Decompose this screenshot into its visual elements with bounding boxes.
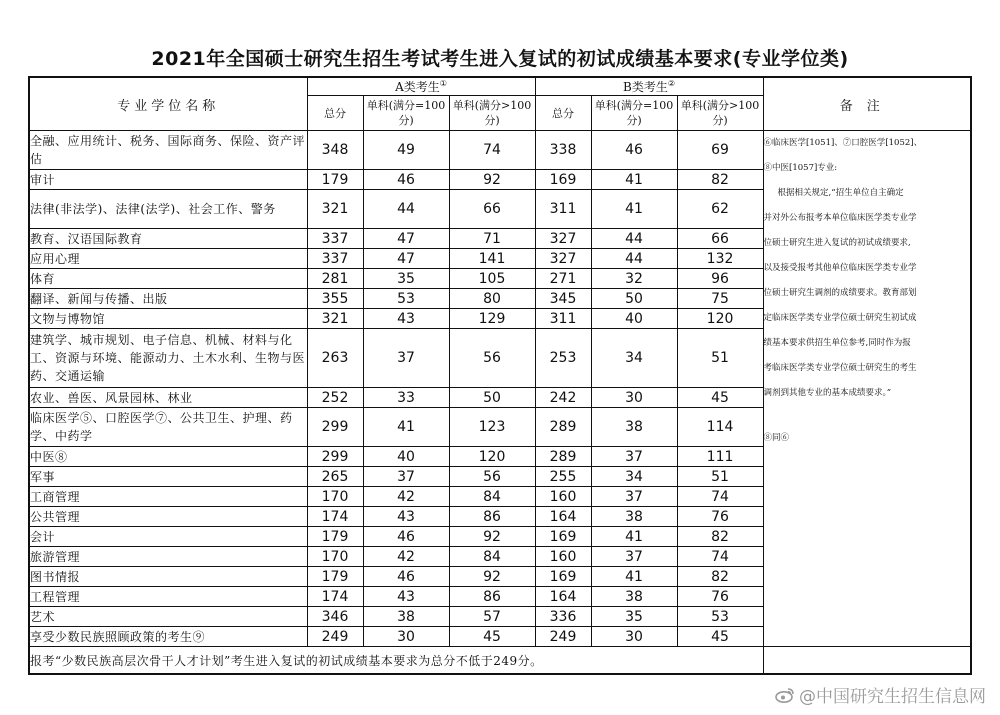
a-total: 263 bbox=[307, 329, 363, 388]
a-singleover: 84 bbox=[449, 487, 535, 507]
header-b-total: 总分 bbox=[535, 96, 591, 131]
a-total: 348 bbox=[307, 131, 363, 170]
a-singleover: 80 bbox=[449, 289, 535, 309]
a-single100: 47 bbox=[363, 229, 449, 249]
header-a-singleover: 单科(满分>100分) bbox=[449, 96, 535, 131]
b-single100: 34 bbox=[591, 467, 677, 487]
major-name: 艺术 bbox=[29, 607, 307, 627]
header-note: 备注 bbox=[763, 77, 971, 131]
b-total: 289 bbox=[535, 447, 591, 467]
b-singleover: 76 bbox=[677, 587, 763, 607]
b-single100: 37 bbox=[591, 487, 677, 507]
a-singleover: 84 bbox=[449, 547, 535, 567]
a-single100: 35 bbox=[363, 269, 449, 289]
note-line: 定临床医学类专业学位硕士研究生初试成 bbox=[763, 313, 917, 323]
footer-row bbox=[29, 647, 971, 675]
note-line: ⑧中医[1057]专业: bbox=[763, 163, 838, 173]
note-line: 考临床医学类专业学位硕士研究生的考生 bbox=[763, 363, 917, 373]
a-total: 252 bbox=[307, 388, 363, 408]
note-line: 位硕士研究生进入复试的初试成绩要求, bbox=[763, 238, 911, 248]
a-total: 265 bbox=[307, 467, 363, 487]
a-singleover: 129 bbox=[449, 309, 535, 329]
major-name: 文物与博物馆 bbox=[29, 309, 307, 329]
b-single100: 34 bbox=[591, 329, 677, 388]
note-line: 位硕士研究生调剂的成绩要求。教育部划 bbox=[763, 288, 917, 298]
a-single100: 43 bbox=[363, 309, 449, 329]
header-group-b-label: B类考生 bbox=[623, 80, 668, 94]
major-name: 图书情报 bbox=[29, 567, 307, 587]
b-total: 327 bbox=[535, 229, 591, 249]
a-total: 337 bbox=[307, 249, 363, 269]
b-single100: 37 bbox=[591, 547, 677, 567]
b-total: 253 bbox=[535, 329, 591, 388]
score-table bbox=[28, 76, 972, 675]
major-name: 工程管理 bbox=[29, 587, 307, 607]
major-name: 临床医学⑤、口腔医学⑦、公共卫生、护理、药学、中药学 bbox=[29, 408, 307, 447]
a-singleover: 66 bbox=[449, 190, 535, 229]
a-total: 299 bbox=[307, 408, 363, 447]
b-total: 169 bbox=[535, 170, 591, 190]
b-total: 289 bbox=[535, 408, 591, 447]
a-singleover: 56 bbox=[449, 467, 535, 487]
a-total: 321 bbox=[307, 190, 363, 229]
note-line: 绩基本要求供招生单位参考,同时作为报 bbox=[763, 338, 911, 348]
header-a-total: 总分 bbox=[307, 96, 363, 131]
b-singleover: 82 bbox=[677, 170, 763, 190]
b-singleover: 45 bbox=[677, 627, 763, 647]
major-name: 农业、兽医、风景园林、林业 bbox=[29, 388, 307, 408]
major-name: 法律(非法学)、法律(法学)、社会工作、警务 bbox=[29, 190, 307, 229]
b-total: 255 bbox=[535, 467, 591, 487]
watermark-text: @中国研究生招生信息网 bbox=[799, 687, 986, 707]
note-line: 并对外公布报考本单位临床医学类专业学 bbox=[763, 213, 917, 223]
a-total: 337 bbox=[307, 229, 363, 249]
b-singleover: 51 bbox=[677, 329, 763, 388]
weibo-logo-icon bbox=[775, 687, 795, 703]
b-single100: 30 bbox=[591, 627, 677, 647]
a-single100: 43 bbox=[363, 507, 449, 527]
b-total: 160 bbox=[535, 547, 591, 567]
a-single100: 46 bbox=[363, 170, 449, 190]
major-name: 会计 bbox=[29, 527, 307, 547]
b-total: 249 bbox=[535, 627, 591, 647]
a-singleover: 141 bbox=[449, 249, 535, 269]
b-total: 160 bbox=[535, 487, 591, 507]
b-single100: 44 bbox=[591, 229, 677, 249]
note-spacer bbox=[764, 406, 971, 426]
a-total: 321 bbox=[307, 309, 363, 329]
b-single100: 50 bbox=[591, 289, 677, 309]
b-single100: 41 bbox=[591, 190, 677, 229]
b-total: 345 bbox=[535, 289, 591, 309]
b-single100: 37 bbox=[591, 447, 677, 467]
a-single100: 43 bbox=[363, 587, 449, 607]
a-singleover: 86 bbox=[449, 507, 535, 527]
major-name: 审计 bbox=[29, 170, 307, 190]
major-name: 工商管理 bbox=[29, 487, 307, 507]
a-singleover: 86 bbox=[449, 587, 535, 607]
b-single100: 41 bbox=[591, 527, 677, 547]
a-total: 170 bbox=[307, 547, 363, 567]
table-row bbox=[29, 131, 971, 170]
footer-note: 报考“少数民族高层次骨干人才计划”考生进入复试的初试成绩基本要求为总分不低于249分。 bbox=[29, 647, 763, 675]
major-name: 体育 bbox=[29, 269, 307, 289]
b-single100: 30 bbox=[591, 388, 677, 408]
a-total: 281 bbox=[307, 269, 363, 289]
b-total: 336 bbox=[535, 607, 591, 627]
a-single100: 38 bbox=[363, 607, 449, 627]
b-singleover: 69 bbox=[677, 131, 763, 170]
major-name: 翻译、新闻与传播、出版 bbox=[29, 289, 307, 309]
b-singleover: 120 bbox=[677, 309, 763, 329]
a-singleover: 105 bbox=[449, 269, 535, 289]
a-total: 249 bbox=[307, 627, 363, 647]
b-single100: 40 bbox=[591, 309, 677, 329]
major-name: 应用心理 bbox=[29, 249, 307, 269]
a-singleover: 92 bbox=[449, 170, 535, 190]
a-single100: 42 bbox=[363, 487, 449, 507]
note-cell bbox=[763, 131, 971, 647]
b-total: 327 bbox=[535, 249, 591, 269]
note-line: ⑧同⑥ bbox=[763, 433, 790, 443]
major-name: 中医⑧ bbox=[29, 447, 307, 467]
b-single100: 38 bbox=[591, 507, 677, 527]
b-single100: 44 bbox=[591, 249, 677, 269]
header-major: 专业学位名称 bbox=[29, 77, 307, 131]
a-single100: 40 bbox=[363, 447, 449, 467]
b-singleover: 132 bbox=[677, 249, 763, 269]
b-singleover: 45 bbox=[677, 388, 763, 408]
a-total: 179 bbox=[307, 170, 363, 190]
major-name: 公共管理 bbox=[29, 507, 307, 527]
b-total: 164 bbox=[535, 587, 591, 607]
a-singleover: 123 bbox=[449, 408, 535, 447]
a-single100: 30 bbox=[363, 627, 449, 647]
note-line: ⑥临床医学[1051]、⑦口腔医学[1052]、 bbox=[763, 138, 923, 148]
major-name: 教育、汉语国际教育 bbox=[29, 229, 307, 249]
a-total: 170 bbox=[307, 487, 363, 507]
a-total: 355 bbox=[307, 289, 363, 309]
header-group-a bbox=[307, 77, 535, 96]
a-singleover: 56 bbox=[449, 329, 535, 388]
b-total: 338 bbox=[535, 131, 591, 170]
b-single100: 38 bbox=[591, 408, 677, 447]
a-single100: 44 bbox=[363, 190, 449, 229]
a-single100: 42 bbox=[363, 547, 449, 567]
a-singleover: 92 bbox=[449, 527, 535, 547]
b-singleover: 62 bbox=[677, 190, 763, 229]
b-single100: 38 bbox=[591, 587, 677, 607]
header-group-a-mark: ① bbox=[439, 79, 447, 88]
b-singleover: 74 bbox=[677, 487, 763, 507]
header-group-b bbox=[535, 77, 763, 96]
watermark bbox=[775, 682, 986, 707]
a-singleover: 92 bbox=[449, 567, 535, 587]
a-singleover: 50 bbox=[449, 388, 535, 408]
b-total: 169 bbox=[535, 567, 591, 587]
b-singleover: 82 bbox=[677, 527, 763, 547]
header-b-single100: 单科(满分=100分) bbox=[591, 96, 677, 131]
a-single100: 46 bbox=[363, 527, 449, 547]
b-single100: 32 bbox=[591, 269, 677, 289]
b-singleover: 114 bbox=[677, 408, 763, 447]
a-single100: 37 bbox=[363, 329, 449, 388]
major-name: 军事 bbox=[29, 467, 307, 487]
b-single100: 35 bbox=[591, 607, 677, 627]
b-total: 164 bbox=[535, 507, 591, 527]
note-line: 根据相关规定,“招生单位自主确定 bbox=[777, 188, 904, 198]
page-title: 2021年全国硕士研究生招生考试考生进入复试的初试成绩基本要求(专业学位类) bbox=[151, 48, 849, 70]
a-total: 179 bbox=[307, 567, 363, 587]
header-a-single100: 单科(满分=100分) bbox=[363, 96, 449, 131]
b-total: 311 bbox=[535, 190, 591, 229]
b-total: 242 bbox=[535, 388, 591, 408]
header-b-singleover: 单科(满分>100分) bbox=[677, 96, 763, 131]
a-singleover: 45 bbox=[449, 627, 535, 647]
b-single100: 41 bbox=[591, 567, 677, 587]
header-group-b-mark: ② bbox=[667, 79, 676, 88]
b-singleover: 76 bbox=[677, 507, 763, 527]
b-total: 271 bbox=[535, 269, 591, 289]
a-total: 299 bbox=[307, 447, 363, 467]
note-line: 调剂到其他专业的基本成绩要求。” bbox=[763, 388, 892, 398]
a-single100: 37 bbox=[363, 467, 449, 487]
header-group-a-label: A类考生 bbox=[395, 80, 440, 94]
b-singleover: 66 bbox=[677, 229, 763, 249]
a-singleover: 120 bbox=[449, 447, 535, 467]
b-singleover: 51 bbox=[677, 467, 763, 487]
b-singleover: 74 bbox=[677, 547, 763, 567]
b-single100: 41 bbox=[591, 170, 677, 190]
b-total: 311 bbox=[535, 309, 591, 329]
b-singleover: 75 bbox=[677, 289, 763, 309]
a-total: 179 bbox=[307, 527, 363, 547]
a-singleover: 71 bbox=[449, 229, 535, 249]
a-total: 346 bbox=[307, 607, 363, 627]
a-singleover: 57 bbox=[449, 607, 535, 627]
b-singleover: 53 bbox=[677, 607, 763, 627]
b-singleover: 82 bbox=[677, 567, 763, 587]
major-name: 建筑学、城市规划、电子信息、机械、材料与化工、资源与环境、能源动力、土木水利、生物与医药、交通运输 bbox=[29, 329, 307, 388]
b-singleover: 96 bbox=[677, 269, 763, 289]
a-single100: 47 bbox=[363, 249, 449, 269]
b-total: 169 bbox=[535, 527, 591, 547]
b-singleover: 111 bbox=[677, 447, 763, 467]
a-single100: 53 bbox=[363, 289, 449, 309]
a-total: 174 bbox=[307, 587, 363, 607]
major-name: 旅游管理 bbox=[29, 547, 307, 567]
a-single100: 49 bbox=[363, 131, 449, 170]
major-name: 享受少数民族照顾政策的考生⑨ bbox=[29, 627, 307, 647]
a-single100: 33 bbox=[363, 388, 449, 408]
major-name: 全融、应用统计、税务、国际商务、保险、资产评估 bbox=[29, 131, 307, 170]
a-singleover: 74 bbox=[449, 131, 535, 170]
a-total: 174 bbox=[307, 507, 363, 527]
b-single100: 46 bbox=[591, 131, 677, 170]
note-line: 以及接受报考其他单位临床医学类专业学 bbox=[763, 263, 917, 273]
a-single100: 41 bbox=[363, 408, 449, 447]
a-single100: 46 bbox=[363, 567, 449, 587]
